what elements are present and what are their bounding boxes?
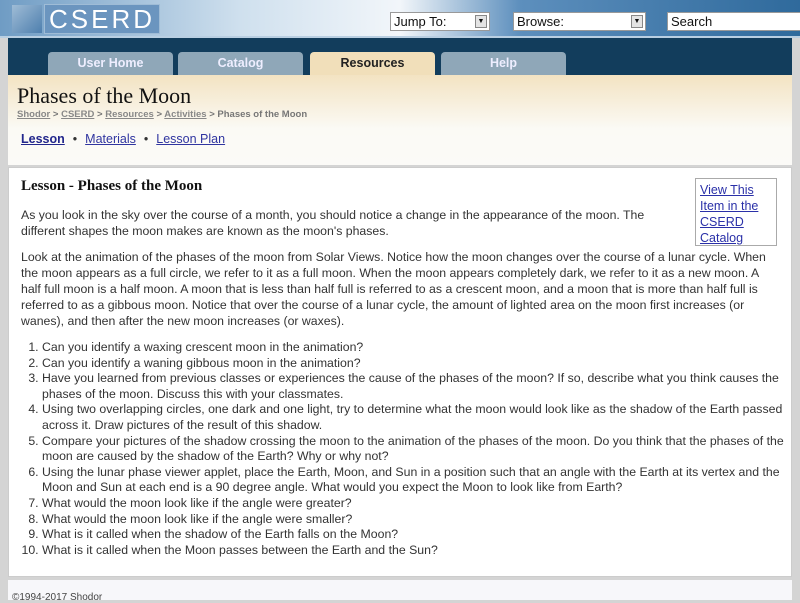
question-item: 8. What would the moon look like if the angle were smaller? xyxy=(42,512,786,528)
question-item: 5. Compare your pictures of the shadow crossing the moon to the animation of the phases of the moon. Do you think that the phases of the moon are caused by the shadow of the Earth? Why or why not? xyxy=(42,434,786,465)
question-item: 1. Can you identify a waxing crescent moon in the animation? xyxy=(42,340,786,356)
breadcrumb-activities[interactable]: Activities xyxy=(164,109,207,120)
question-item: 4. Using two overlapping circles, one dark and one light, try to determine what the moon would look like as the shadow of the Earth passed across it. Draw pictures of the result of this shadow. xyxy=(42,402,786,433)
question-item: 6. Using the lunar phase viewer applet, place the Earth, Moon, and Sun in a position such that an angle with the Earth at its vertex and the Moon and Sun at each end is a 90 degree angle. What would you expect the Moon to look like from Earth? xyxy=(42,465,786,496)
tab-resources[interactable]: Resources xyxy=(310,52,435,75)
breadcrumb-cserd[interactable]: CSERD xyxy=(61,109,95,120)
lesson-heading: Lesson - Phases of the Moon xyxy=(21,178,203,194)
tab-help[interactable]: Help xyxy=(441,52,566,75)
dropdown-arrow-icon: ▼ xyxy=(631,15,643,28)
lesson-content xyxy=(8,167,792,577)
jump-to-select[interactable]: Jump To: ▼ xyxy=(390,12,490,31)
subnav-lesson-plan[interactable]: Lesson Plan xyxy=(156,132,226,146)
question-item: 3. Have you learned from previous classes or experiences the cause of the phases of the moon? If so, describe what you think causes the phases of the moon. Discuss this with your classmates. xyxy=(42,371,786,402)
breadcrumb-resources[interactable]: Resources xyxy=(105,109,154,120)
subnav-materials[interactable]: Materials xyxy=(85,132,136,146)
breadcrumb: Shodor > CSERD > Resources > Activities > Phases of the Moon xyxy=(17,109,308,120)
subnav-lesson[interactable]: Lesson xyxy=(21,132,65,146)
intro-paragraph: As you look in the sky over the course of a month, you should notice a change in the appearance of the moon. The different shapes the moon makes are known as the moon's phases. xyxy=(21,208,645,238)
site-header xyxy=(0,0,800,38)
tab-catalog[interactable]: Catalog xyxy=(178,52,303,75)
tab-user-home[interactable]: User Home xyxy=(48,52,173,75)
search-input[interactable]: Search xyxy=(667,12,800,31)
breadcrumb-current: Phases of the Moon xyxy=(217,109,308,120)
question-item: 10. What is it called when the Moon passes between the Earth and the Sun? xyxy=(42,543,786,559)
main-nav xyxy=(8,38,792,75)
cube-icon xyxy=(12,5,42,33)
page-title: Phases of the Moon xyxy=(17,83,192,108)
question-item: 9. What is it called when the shadow of the Earth falls on the Moon? xyxy=(42,527,786,543)
cserd-logo[interactable]: CSERD xyxy=(12,5,160,33)
question-item: 7. What would the moon look like if the angle were greater? xyxy=(42,496,786,512)
lesson-subnav: Lesson • Materials • Lesson Plan xyxy=(21,132,226,146)
footer: ©1994-2017 Shodor xyxy=(8,580,792,600)
dropdown-arrow-icon: ▼ xyxy=(475,15,487,28)
question-list xyxy=(21,340,786,558)
question-item: 2. Can you identify a waning gibbous moon in the animation? xyxy=(42,356,786,372)
breadcrumb-shodor[interactable]: Shodor xyxy=(17,109,51,120)
browse-select[interactable]: Browse: ▼ xyxy=(513,12,646,31)
animation-paragraph: Look at the animation of the phases of the moon from Solar Views. Notice how the moon changes over the course of a lunar cycle. When the moon appears as a full circle, we refer to it as a full moon. When the moon appears completely dark, we refer to it as a new moon. A half full moon is a half moon. A moon that is less than half full is referred to as a crescent moon, and a moon that is more than half full is referred to as a gibbous moon. Notice that over the course of a lunar cycle, the amount of lighted area on the moon first increases (or wanes), and then after the new moon increases (or waxes). xyxy=(21,250,766,328)
view-in-catalog-link[interactable]: View This Item in the CSERD Catalog xyxy=(700,183,759,245)
title-area xyxy=(8,75,792,165)
catalog-box xyxy=(695,178,777,246)
